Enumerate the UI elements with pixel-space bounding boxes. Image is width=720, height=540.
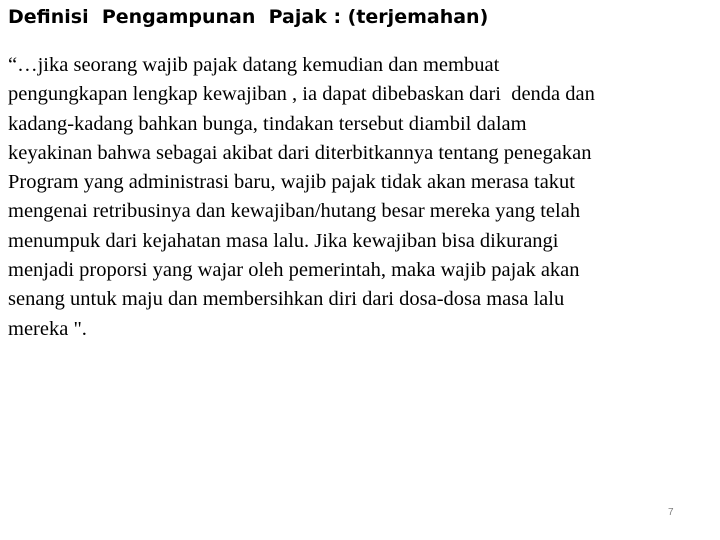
quote-line: senang untuk maju dan membersihkan diri dari dosa-dosa masa lalu <box>8 288 565 311</box>
quote-line: Program yang administrasi baru, wajib pajak tidak akan merasa takut <box>8 171 575 194</box>
quote-line: pengungkapan lengkap kewajiban , ia dapat dibebaskan dari denda dan <box>8 83 595 106</box>
quote-line: mereka ". <box>8 317 87 340</box>
slide-title: Definisi Pengampunan Pajak : (terjemahan) <box>8 6 489 28</box>
quote-line: “…jika seorang wajib pajak datang kemudian dan membuat <box>8 54 500 76</box>
quote-line: mengenai retribusinya dan kewajiban/hutang besar mereka yang telah <box>8 200 581 223</box>
definition-quote <box>8 51 708 344</box>
quote-line: keyakinan bahwa sebagai akibat dari diterbitkannya tentang penegakan <box>8 141 592 164</box>
quote-line: menumpuk dari kejahatan masa lalu. Jika kewajiban bisa dikurangi <box>8 229 559 252</box>
page-number: 7 <box>668 507 674 518</box>
quote-line: menjadi proporsi yang wajar oleh pemerintah, maka wajib pajak akan <box>8 259 580 282</box>
quote-line: kadang-kadang bahkan bunga, tindakan tersebut diambil dalam <box>8 112 527 135</box>
